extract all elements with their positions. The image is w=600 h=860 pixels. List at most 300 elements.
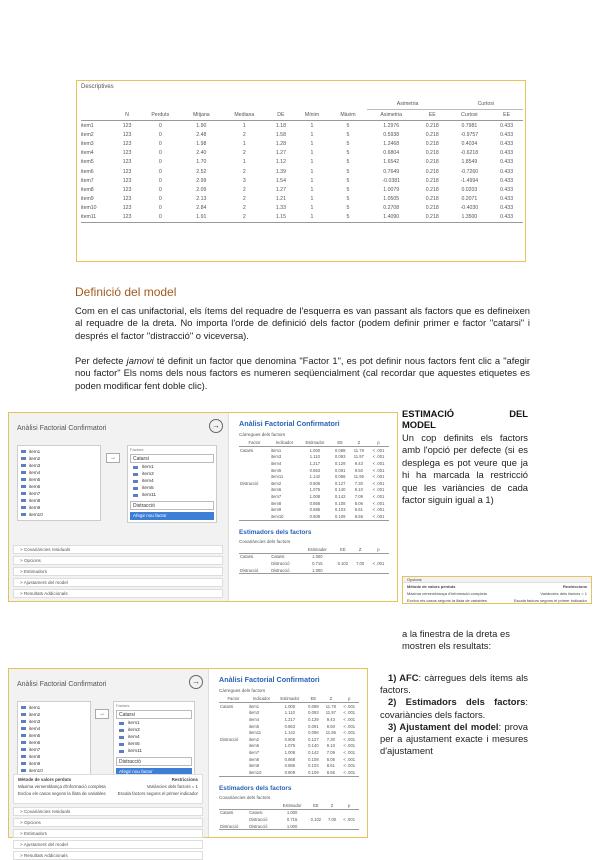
jamovi-screenshot-2 xyxy=(8,668,368,858)
table-cell: 2.09 xyxy=(196,186,207,193)
table-cell xyxy=(325,809,340,816)
table-cell: 1 xyxy=(310,186,314,193)
table-cell: 1.28 xyxy=(275,140,286,147)
table-cell: 11.95 xyxy=(353,474,364,480)
table-cell: 0.433 xyxy=(500,177,514,184)
table-cell: 1.217 xyxy=(284,716,296,722)
list-item[interactable]: item7 xyxy=(20,746,88,753)
panel-title: Anàlisi Factorial Confirmatori xyxy=(17,425,107,432)
list-item[interactable]: item3 xyxy=(128,471,216,478)
table-cell: 1 xyxy=(310,177,314,184)
list-item[interactable]: item5 xyxy=(20,732,88,739)
table-cell: 0.433 xyxy=(500,131,514,138)
arrow-right-icon[interactable]: → xyxy=(189,675,203,689)
arrow-right-icon[interactable]: → xyxy=(209,419,223,433)
table-cell: 0 xyxy=(158,140,162,147)
table-row xyxy=(219,716,359,723)
table-cell: 1 xyxy=(310,205,314,212)
table-cell: 0.433 xyxy=(500,168,514,175)
factors-label: Factors xyxy=(130,447,144,452)
column-header: Z xyxy=(350,439,368,447)
estimation-heading: ESTIMACIÓ DEL MODEL xyxy=(402,408,528,430)
table-cell: 1.000 xyxy=(277,823,307,830)
list-item: 3) Ajustament del model: prova per a ajustament exacte i mesures d'ajustament xyxy=(380,720,528,757)
accordion-item[interactable]: > Covariàncies residuals xyxy=(13,807,203,816)
table-cell: 0.109 xyxy=(305,769,323,776)
table-cell: Catarsi xyxy=(220,703,234,709)
section-heading: Definició del model xyxy=(75,285,177,299)
jamovi-screenshot-1 xyxy=(8,412,398,602)
table-cell: 2.52 xyxy=(196,168,207,175)
table-row xyxy=(239,460,389,467)
table-cell: 0.218 xyxy=(425,150,439,157)
column-header: Factor xyxy=(239,439,270,447)
table-cell: 0 xyxy=(158,150,162,157)
table-row xyxy=(81,185,523,194)
options-screenshot: Opcions Mètode de valors perduts Restriccions Màxima versemblança d'informació completa Variàncies dels factors = 1 Exclou els casos segons la llista de variables Escala factors segons el primer indicador xyxy=(402,576,592,604)
table-cell: < .001 xyxy=(343,710,356,716)
table-row xyxy=(239,473,389,480)
descriptives-table-image xyxy=(76,80,526,262)
table-cell: 0.433 xyxy=(490,213,523,223)
table-cell: 0.218 xyxy=(425,177,439,184)
table-cell: 1 xyxy=(242,122,246,129)
table-cell: 0.885 xyxy=(284,763,296,769)
table-cell: 5 xyxy=(346,205,350,212)
table-cell: 123 xyxy=(122,140,132,147)
column-header: Màxim xyxy=(329,110,366,121)
descriptives-table xyxy=(81,99,523,223)
table-cell: 7.30 xyxy=(326,736,335,742)
table-cell: 2 xyxy=(242,150,246,157)
table-cell xyxy=(239,473,270,480)
table-cell: 0 xyxy=(139,213,181,223)
table-cell: item10 xyxy=(270,513,299,520)
table-cell: 0.5938 xyxy=(383,131,400,138)
list-item: 2) Estimadors dels factors: covariàncies dels factors. xyxy=(380,696,528,720)
accordion-item[interactable]: > Estimadors xyxy=(13,567,223,576)
variable-list-2[interactable] xyxy=(17,701,91,777)
table-row xyxy=(239,480,389,487)
table-cell xyxy=(239,560,270,567)
move-variable-button[interactable]: → xyxy=(106,453,120,463)
table-cell: 3 xyxy=(242,177,246,184)
accordion-item[interactable]: > Resultats Addicionals xyxy=(13,851,203,860)
add-factor-button[interactable]: Afegir nou factor xyxy=(130,512,214,520)
loadings-label: Càrregues dels factors xyxy=(239,432,286,437)
table-cell: 5 xyxy=(346,159,350,166)
accordion-item[interactable]: > Ajustament del model xyxy=(13,578,223,587)
table-cell: 0.109 xyxy=(331,513,350,520)
table-cell: 1 xyxy=(295,213,330,223)
table-cell: 7.00 xyxy=(356,560,365,566)
list-item[interactable]: item9 xyxy=(20,760,88,767)
list-item[interactable]: item4 xyxy=(20,725,88,732)
table-cell: 8.61 xyxy=(326,763,335,769)
table-cell: 0.218 xyxy=(425,131,439,138)
table-cell: 0.715 xyxy=(286,816,298,822)
table-cell: Distracció xyxy=(239,567,270,574)
column-header: Mitjana xyxy=(181,110,221,121)
table-cell: Distracció xyxy=(248,823,277,830)
table-cell: 0.4034 xyxy=(461,140,478,147)
table-cell: 5 xyxy=(346,177,350,184)
table-cell xyxy=(239,460,270,467)
table-cell: 8.56 xyxy=(322,769,339,776)
table-row xyxy=(81,167,523,176)
table-cell: Catarsi xyxy=(271,554,285,560)
table-cell: 1.3500 xyxy=(449,213,491,223)
table-cell: 1.2976 xyxy=(383,122,400,129)
column-header xyxy=(270,546,301,554)
table-cell: 1.075 xyxy=(284,743,296,749)
table-cell: 0.6804 xyxy=(383,150,400,157)
options-bar[interactable]: Opcions xyxy=(403,577,591,583)
column-header: Z xyxy=(352,546,368,554)
column-header: p xyxy=(339,695,359,703)
table-cell: 0.433 xyxy=(500,196,514,203)
table-cell: 2.84 xyxy=(196,205,207,212)
list-item[interactable]: item4 xyxy=(114,734,194,741)
table-cell: 1 xyxy=(242,140,246,147)
table-cell: 11.97 xyxy=(353,454,364,460)
table-cell: 0.433 xyxy=(500,150,514,157)
table-cell: 0.433 xyxy=(500,122,514,129)
table-row xyxy=(219,816,359,823)
move-variable-button[interactable]: → xyxy=(95,709,109,719)
list-item[interactable]: item4 xyxy=(20,469,98,476)
factor-covariances-label: Covariàncies dels factors xyxy=(239,538,291,544)
table-row xyxy=(219,710,359,717)
table-cell xyxy=(219,716,248,723)
table-cell: 1.90 xyxy=(196,122,207,129)
table-cell: 0.218 xyxy=(425,186,439,193)
table-cell: item6 xyxy=(81,168,94,175)
list-item[interactable]: item6 xyxy=(20,483,98,490)
table-cell: 1.217 xyxy=(309,460,321,466)
table-cell: 1 xyxy=(242,159,246,166)
table-cell: 9.50 xyxy=(354,467,363,473)
factor-covariance-table-2 xyxy=(219,802,359,831)
table-cell: 1.142 xyxy=(284,730,296,736)
table-row xyxy=(219,703,359,710)
list-item[interactable]: item5 xyxy=(114,741,194,748)
accordion-item[interactable]: > Opcions xyxy=(13,556,223,565)
list-item[interactable]: item3 xyxy=(20,462,98,469)
table-cell: 0.102 xyxy=(310,816,322,822)
table-cell: < .001 xyxy=(343,763,356,769)
table-cell: 0.715 xyxy=(312,560,323,566)
table-cell: 5 xyxy=(346,122,350,129)
table-cell: < .001 xyxy=(372,493,385,499)
table-cell: < .001 xyxy=(372,460,385,466)
table-cell: < .001 xyxy=(343,716,356,722)
table-cell: item8 xyxy=(81,186,94,193)
table-cell: 1 xyxy=(310,140,314,147)
table-row xyxy=(239,493,389,500)
table-row xyxy=(219,762,359,769)
table-cell: 1.54 xyxy=(275,177,286,184)
factor-1-items[interactable] xyxy=(128,464,216,499)
table-cell: 123 xyxy=(122,150,132,157)
table-cell: < .001 xyxy=(372,480,385,486)
table-row xyxy=(239,506,389,513)
table-cell: 0.096 xyxy=(334,474,346,480)
table-cell xyxy=(239,467,270,474)
table-cell: Catarsi xyxy=(249,810,263,816)
table-cell: 0.218 xyxy=(416,213,449,223)
kurtosis-group-header: Curtosi xyxy=(449,99,523,110)
table-cell: < .001 xyxy=(372,447,385,453)
table-cell: 0.140 xyxy=(308,743,319,749)
table-cell xyxy=(239,493,270,500)
table-cell xyxy=(219,756,248,763)
table-cell xyxy=(239,513,270,520)
table-cell: 9.50 xyxy=(326,723,335,729)
table-cell: -0.0381 xyxy=(382,177,400,184)
table-cell xyxy=(352,567,368,574)
table-cell: < .001 xyxy=(343,703,356,709)
table-cell: item5 xyxy=(248,723,260,729)
list-item[interactable]: item1 xyxy=(20,448,98,455)
table-cell: < .001 xyxy=(372,560,385,566)
table-cell: item6 xyxy=(248,743,260,749)
table-cell: < .001 xyxy=(343,816,356,822)
column-header: EE xyxy=(305,695,323,703)
table-cell: 2.40 xyxy=(196,150,207,157)
table-row xyxy=(239,513,389,520)
table-cell: 1.27 xyxy=(275,186,286,193)
table-cell xyxy=(219,769,248,776)
column-header: EE xyxy=(490,110,523,121)
table-cell: 1.58 xyxy=(275,131,286,138)
list-item[interactable]: item4 xyxy=(128,478,216,485)
list-item[interactable]: item7 xyxy=(20,490,98,497)
table-cell xyxy=(219,743,248,750)
table-cell: 5 xyxy=(346,131,350,138)
table-cell: 0 xyxy=(158,186,162,193)
table-cell: 8.06 xyxy=(326,756,335,762)
paragraph-1: Com en el cas unifactorial, els ítems del requadre de l'esquerra es van passant als factors que es defineixen al requadre de la dreta. No importa l'orde de definició dels factor (podem definir primer e factor "catarsi" i després el factor "distracció" o viceversa). xyxy=(75,305,530,341)
table-cell: 5 xyxy=(346,168,350,175)
table-cell: 1.008 xyxy=(309,493,321,499)
table-cell: 0.127 xyxy=(308,736,319,742)
table-cell xyxy=(339,809,359,816)
table-cell: -0.7260 xyxy=(460,168,479,175)
table-row xyxy=(239,454,389,461)
table-cell xyxy=(239,500,270,507)
table-cell: 0.129 xyxy=(334,460,346,466)
accordion-item[interactable]: > Estimadors xyxy=(13,829,203,838)
table-cell: 0.0203 xyxy=(461,186,478,193)
table-cell: 0.863 xyxy=(284,723,296,729)
column-header: Mediana xyxy=(221,110,267,121)
factors-box-2: Factors Catarsi item1 item3 item4 item5 item11 Distracció Afegir nou factor xyxy=(113,701,195,779)
table-cell: 1.0079 xyxy=(383,186,400,193)
list-item[interactable]: item8 xyxy=(20,753,88,760)
table-cell: 5 xyxy=(329,213,366,223)
table-cell: 0.102 xyxy=(337,560,349,566)
table-cell: 0.7981 xyxy=(461,122,478,129)
table-cell: 0.2708 xyxy=(383,205,400,212)
table-cell: 1.98 xyxy=(196,140,207,147)
table-cell: item8 xyxy=(248,756,260,762)
table-cell: -0.9757 xyxy=(460,131,479,138)
table-cell: 1.70 xyxy=(196,159,207,166)
table-cell: 2 xyxy=(221,213,267,223)
table-cell xyxy=(325,823,340,830)
list-item[interactable]: item6 xyxy=(20,739,88,746)
accordion-item[interactable]: > Covariàncies residuals xyxy=(13,545,223,554)
column-header: Z xyxy=(322,695,339,703)
table-cell: 0.218 xyxy=(425,205,439,212)
table-cell: 123 xyxy=(122,186,132,193)
table-cell: 2.48 xyxy=(196,131,207,138)
table-cell: 123 xyxy=(122,205,132,212)
table-row xyxy=(219,723,359,730)
table-cell: 2 xyxy=(242,168,246,175)
accordion-item[interactable]: > Ajustament del model xyxy=(13,840,203,849)
table-cell: 123 xyxy=(122,159,132,166)
table-row xyxy=(239,467,389,474)
table-cell: 11.78 xyxy=(325,703,336,709)
list-item[interactable]: item5 xyxy=(128,485,216,492)
table-cell xyxy=(219,723,248,730)
list-item[interactable]: item3 xyxy=(114,727,194,734)
list-item[interactable]: item2 xyxy=(20,455,98,462)
accordion-item[interactable]: > Opcions xyxy=(13,818,203,827)
table-cell: item4 xyxy=(81,150,94,157)
table-cell: 7.09 xyxy=(326,749,335,755)
column-header: Estimador xyxy=(277,802,307,810)
table-cell: 123 xyxy=(122,177,132,184)
table-row xyxy=(239,560,389,567)
table-cell: item2 xyxy=(248,736,260,742)
list-item[interactable]: item1 xyxy=(20,704,88,711)
table-cell xyxy=(307,809,325,816)
table-cell: 0.218 xyxy=(425,196,439,203)
list-item[interactable]: item2 xyxy=(20,711,88,718)
factor-2-name[interactable]: Distracció xyxy=(130,501,214,510)
table-cell xyxy=(333,567,352,574)
table-cell: 0.218 xyxy=(425,159,439,166)
table-cell: < .001 xyxy=(368,513,389,520)
table-cell: 0 xyxy=(158,205,162,212)
table-cell: item9 xyxy=(248,763,260,769)
table-cell: 1.0505 xyxy=(383,196,400,203)
table-cell: 5 xyxy=(346,140,350,147)
accordion-item[interactable]: > Resultats Addicionals xyxy=(13,589,223,598)
table-cell: Catarsi xyxy=(240,554,254,560)
table-cell: 1 xyxy=(310,150,314,157)
list-item[interactable]: item11 xyxy=(128,492,216,499)
table-cell: Catarsi xyxy=(240,447,254,453)
table-cell: -1.4994 xyxy=(460,177,479,184)
list-item[interactable]: item1 xyxy=(114,720,194,727)
table-row xyxy=(239,553,389,560)
table-cell: 0.863 xyxy=(309,467,321,473)
table-cell: item3 xyxy=(270,454,282,460)
table-cell: 9.43 xyxy=(354,460,363,466)
table-cell xyxy=(239,506,270,513)
table-cell: 2.13 xyxy=(196,196,207,203)
column-header: N xyxy=(115,110,139,121)
table-cell: item7 xyxy=(248,749,260,755)
table-cell: 0.091 xyxy=(334,467,346,473)
table-cell: 0.7649 xyxy=(383,168,400,175)
table-cell: item9 xyxy=(81,196,94,203)
table-cell xyxy=(368,567,389,574)
table-cell: 2 xyxy=(242,196,246,203)
column-header: Curtosi xyxy=(449,110,491,121)
table-cell: 0 xyxy=(158,168,162,175)
table-cell: 0.096 xyxy=(308,730,319,736)
table-cell xyxy=(219,749,248,756)
table-cell: 1.12 xyxy=(275,159,286,166)
table-cell: 1.15 xyxy=(267,213,294,223)
table-cell: 0.885 xyxy=(309,507,321,513)
list-item[interactable]: item11 xyxy=(114,748,194,755)
table-cell xyxy=(307,823,325,830)
table-cell: Distracció xyxy=(220,736,239,742)
list-item[interactable]: item10 xyxy=(20,767,88,774)
table-cell: 123 xyxy=(122,122,132,129)
table-cell: 7.00 xyxy=(327,816,337,822)
table-cell: item10 xyxy=(81,205,97,212)
list-item[interactable]: item8 xyxy=(20,497,98,504)
column-header: Factor xyxy=(219,695,248,703)
table-cell: 0.103 xyxy=(334,507,346,513)
table-cell: 1 xyxy=(310,196,314,203)
table-cell: 1.075 xyxy=(309,487,321,493)
factors-box xyxy=(127,445,217,523)
add-factor-button[interactable]: Afegir nou factor xyxy=(116,768,192,776)
table-cell: item11 xyxy=(248,730,262,736)
table-cell: < .001 xyxy=(372,467,385,473)
table-cell: 0 xyxy=(158,159,162,166)
table-cell xyxy=(368,553,389,560)
column-header: EE xyxy=(416,110,449,121)
factor-1-name[interactable]: Catarsi xyxy=(130,454,214,463)
table-cell: 123 xyxy=(115,213,139,223)
table-cell: < .001 xyxy=(372,487,385,493)
table-cell: 0.433 xyxy=(500,186,514,193)
table-cell: 0.093 xyxy=(334,454,346,460)
table-cell: 1 xyxy=(310,168,314,175)
variable-list[interactable] xyxy=(17,445,101,521)
table-row xyxy=(239,567,389,574)
table-cell: < .001 xyxy=(372,474,385,480)
table-cell: Catarsi xyxy=(220,810,234,816)
panel-title-2: Anàlisi Factorial Confirmatori xyxy=(17,681,107,688)
table-cell: 1.91 xyxy=(181,213,221,223)
list-item[interactable]: item9 xyxy=(20,504,98,511)
table-cell: < .001 xyxy=(343,756,356,762)
paragraph-2: Per defecte jamovi té definit un factor que denomina "Factor 1", es pot definir nous factors fent clic a "afegir nou factor" Els noms dels nous factors es numeren seqüencialment (cal recordar que aquestes etiquetes es poden modificar fent doble clic). xyxy=(75,355,530,391)
list-item[interactable]: item3 xyxy=(20,718,88,725)
list-item[interactable]: item10 xyxy=(20,511,98,518)
table-cell: 2 xyxy=(242,131,246,138)
table-cell: 2 xyxy=(242,186,246,193)
list-item[interactable]: item1 xyxy=(128,464,216,471)
list-item: 1) AFC: càrregues dels ítems als factors. xyxy=(380,672,528,696)
list-item[interactable]: item5 xyxy=(20,476,98,483)
table-cell: item2 xyxy=(81,131,94,138)
table-cell: 1 xyxy=(310,159,314,166)
table-cell: 0 xyxy=(158,177,162,184)
table-cell: 1.33 xyxy=(275,205,286,212)
table-cell: item2 xyxy=(270,480,282,486)
